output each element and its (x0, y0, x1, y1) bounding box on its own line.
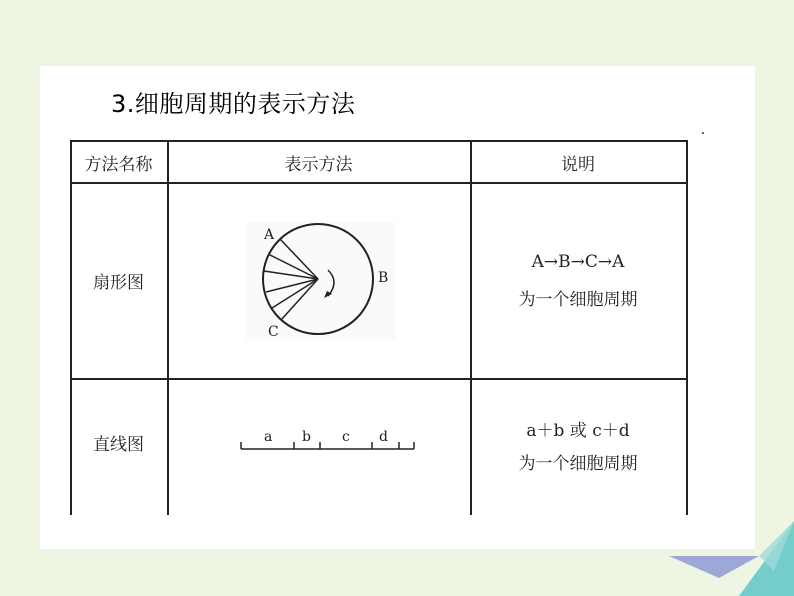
fan-label-c: C (268, 324, 279, 340)
slide-heading: 3.细胞周期的表示方法 (111, 90, 356, 118)
table-left-border (70, 140, 72, 515)
fan-label-a: A (264, 227, 275, 243)
fan-label-b: B (378, 270, 389, 286)
line-diagram (238, 425, 418, 455)
row2-desc-line1: a＋b 或 c＋d (526, 421, 630, 441)
header-representation: 表示方法 (284, 155, 353, 175)
row2-method-name: 直线图 (93, 435, 144, 455)
method-table (70, 140, 687, 515)
segment-label-c: c (342, 429, 350, 445)
segment-label-b: b (302, 429, 311, 445)
segment-label-a: a (264, 429, 273, 445)
stray-dot (702, 132, 704, 134)
row2-desc-line2: 为一个细胞周期 (518, 454, 638, 474)
table-row-divider (70, 378, 687, 380)
table-top-border (70, 140, 687, 142)
table-col-divider-1 (167, 140, 169, 515)
segment-label-d: d (379, 429, 388, 445)
header-explanation: 说明 (561, 155, 595, 175)
header-method-name: 方法名称 (84, 155, 153, 175)
row1-method-name: 扇形图 (93, 273, 144, 293)
table-header-divider (70, 182, 687, 184)
fan-diagram (246, 222, 396, 340)
table-right-border (686, 140, 688, 515)
row1-desc-line1: A→B→C→A (531, 252, 625, 272)
row1-desc-line2: 为一个细胞周期 (518, 290, 638, 310)
corner-decoration (664, 516, 794, 596)
